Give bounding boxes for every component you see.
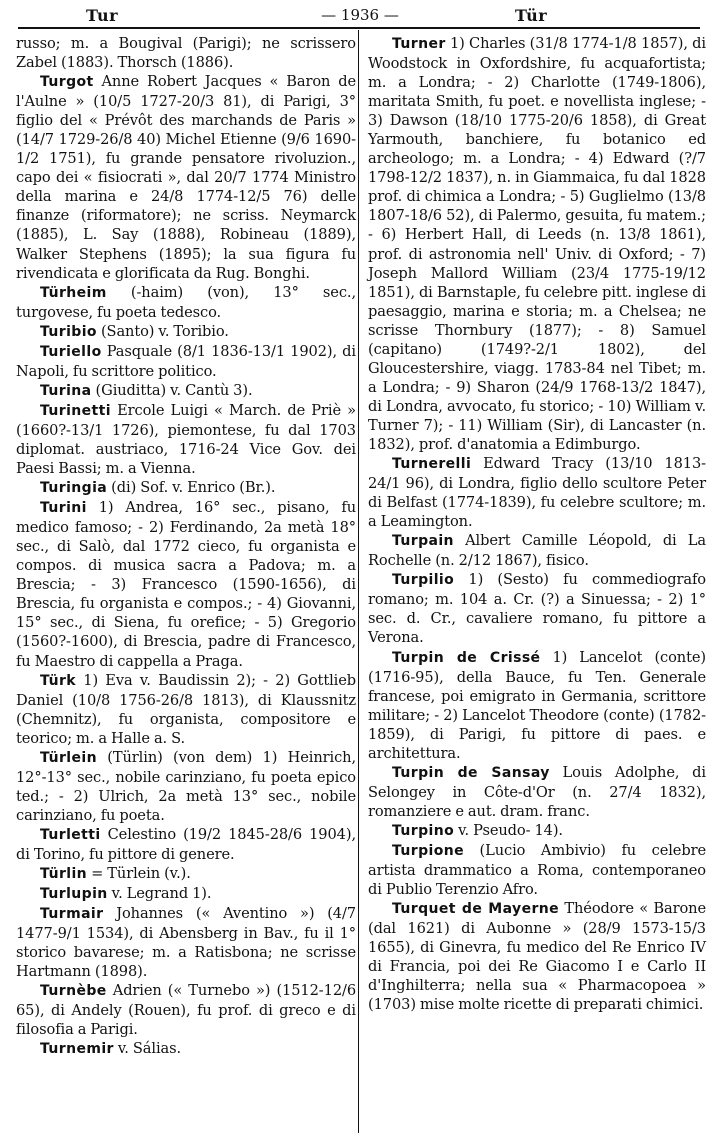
entry-headword: Turpain <box>392 533 454 550</box>
column-divider <box>358 30 359 1133</box>
entry-headword: Turner <box>392 36 446 52</box>
entry-headword: Türk <box>40 672 76 689</box>
entry-headword: Turibio <box>40 323 97 340</box>
entry-headword: Turnemir <box>40 1041 114 1058</box>
entry-headword: Türlin <box>40 866 88 883</box>
entry-text: Celestino (19/2 1845-28/6 1904), di Torino, fu pittore di genere. <box>16 825 356 863</box>
dictionary-entry <box>16 1039 356 1059</box>
dictionary-entry <box>368 34 706 454</box>
dictionary-entry <box>368 841 706 899</box>
entry-text: (Lucio Ambivio) fu celebre artista drammatico a Roma, contemporaneo di Publio Terenzio Afro. <box>368 841 706 899</box>
entry-headword: Turmair <box>40 906 104 923</box>
entry-text: russo; m. a Bougival (Parigi); ne scrissero Zabel (1883). Thorsch (1886). <box>16 35 356 72</box>
dictionary-entry <box>16 342 356 381</box>
entry-text: v. Sálias. <box>113 1040 182 1058</box>
entry-text: (di) Sof. v. Enrico (Br.). <box>107 479 276 497</box>
dictionary-entry <box>16 981 356 1039</box>
entry-text: Edward Tracy (13/10 1813-24/1 96), di Londra, figlio dello scultore Peter di Belfast (1774-1839), fu celebre scultore; m. a Leamington. <box>368 455 706 531</box>
dictionary-entry <box>368 821 706 841</box>
dictionary-entry <box>16 283 356 322</box>
entry-headword: Turpin de Crissé <box>392 649 541 666</box>
entry-text: Louis Adolphe, di Selongey in Côte-d'Or (n. 27/4 1832), romanziere e aut. dram. franc. <box>368 763 706 820</box>
entry-text: 1) Andrea, 16° sec., pisano, fu medico famoso; - 2) Ferdinando, 2a metà 18° sec., di Salò, dal 1772 cieco, fu organista e compos. di musica sacra a Padova; m. a Brescia; - 3) Francesco (1590-1656), di Brescia, fu organista e compos.; - 4) Giovanni, 15° sec., di Siena, fu orefice; - 5) Gregorio (1560?-1600), di Brescia, padre di Francesco, fu Maestro di cappella a Praga. <box>16 499 356 670</box>
dictionary-entry <box>16 904 356 981</box>
header-rule <box>18 27 700 29</box>
dictionary-entry <box>16 34 356 72</box>
dictionary-entry <box>16 748 356 825</box>
entry-text: Johannes (« Aventino ») (4/7 1477-9/1 1534), di Abensberg in Bav., fu il 1° storico bavarese; m. a Ratisbona; ne scrisse Hartmann (1898). <box>16 905 356 981</box>
entry-text: (Türlin) (von dem) 1) Heinrich, 12°-13° sec., nobile carinziano, fu poeta epico ted.; - 2) Ulrich, 2a metà 13° sec., nobile carinziano, fu poeta. <box>16 748 356 824</box>
right-column <box>368 34 706 1014</box>
entry-text: Théodore « Barone (dal 1621) di Aubonne » (28/9 1573-15/3 1655), di Ginevra, fu medico del Re Enrico IV di Francia, poi dei Re Giacomo I e Carlo II d'Inghilterra; nella sua « Pharmacopoea » (1703) mise molte ricette di preparati chimici. <box>368 900 706 1014</box>
entry-text: v. Legrand 1). <box>107 885 212 903</box>
entry-headword: Turnèbe <box>40 983 107 1000</box>
dictionary-entry <box>16 478 356 498</box>
dictionary-entry <box>16 825 356 864</box>
entry-headword: Turpione <box>392 842 464 859</box>
page-number: — 1936 — <box>321 6 399 24</box>
header-right-word: Tür <box>515 6 548 25</box>
entry-text: = Türlein (v.). <box>87 865 191 883</box>
entry-headword: Türlein <box>40 749 97 766</box>
entry-headword: Turiello <box>40 343 102 360</box>
entry-headword: Turini <box>40 500 87 517</box>
dictionary-entry <box>368 763 706 821</box>
dictionary-entry <box>368 899 706 1014</box>
entry-headword: Turlupin <box>40 886 108 903</box>
dictionary-entry <box>16 671 356 748</box>
dictionary-entry <box>368 648 706 763</box>
entry-text: (-haim) (von), 13° sec., turgovese, fu poeta tedesco. <box>16 283 356 321</box>
entry-text: Albert Camille Léopold, di La Rochelle (n. 2/12 1867), fisico. <box>368 532 706 570</box>
entry-text: 1) Eva v. Baudissin 2); - 2) Gottlieb Daniel (10/8 1756-26/8 1813), di Klaussnitz (Chemnitz), fu organista, compositore e teorico; m. a Halle a. S. <box>16 671 356 747</box>
dictionary-entry <box>16 884 356 904</box>
dictionary-entry <box>16 322 356 342</box>
entry-headword: Turpino <box>392 822 455 839</box>
entry-headword: Turingia <box>40 480 108 497</box>
entry-headword: Turpilio <box>392 572 455 589</box>
entry-headword: Turletti <box>40 826 101 843</box>
entry-text: Adrien (« Turnebo ») (1512-12/6 65), di Andely (Rouen), fu prof. di greco e di filosofia a Parigi. <box>16 982 356 1039</box>
dictionary-entry <box>16 381 356 401</box>
dictionary-entry <box>368 570 706 647</box>
entry-headword: Turquet de Mayerne <box>392 901 560 918</box>
entry-text: Pasquale (8/1 1836-13/1 1902), di Napoli, fu scrittore politico. <box>16 342 356 380</box>
entry-text: v. Pseudo- 14). <box>454 821 563 839</box>
entry-headword: Turinetti <box>40 402 111 419</box>
entry-text: (Giuditta) v. Cantù 3). <box>91 381 253 399</box>
left-column <box>16 34 356 1059</box>
dictionary-entry <box>16 864 356 884</box>
entry-headword: Turgot <box>40 74 94 91</box>
entry-headword: Turnerelli <box>392 456 472 473</box>
entry-text: Anne Robert Jacques « Baron de l'Aulne » (10/5 1727-20/3 81), di Parigi, 3° figlio del « Prévôt des marchands de Paris » (14/7 1729-26/8 40) Michel Etienne (9/6 1690-1/2 1751), fu grande pensatore rivoluzion., capo dei « fisiocrati », dal 20/7 1774 Ministro della marina e 24/8 1774-12/5 76) delle finanze (riformatore); ne scriss. Neymarck (1885), L. Say (1888), Robineau (1889), Walker Stephens (1895); la sua figura fu rivendicata e glorificata da Rug. Bonghi. <box>16 73 356 282</box>
entry-text: 1) Charles (31/8 1774-1/8 1857), di Woodstock in Oxfordshire, fu acquafortista; m. a Londra; - 2) Charlotte (1749-1806), maritata Smith, fu poet. e novellista inglese; - 3) Dawson (18/10 1775-20/6 1858), di Great Yarmouth, banchiere, fu botanico ed archeologo; m. a Londra; - 4) Edward (?/7 1798-12/2 1837), n. in Giammaica, fu dal 1828 prof. di chimica a Londra; - 5) Guglielmo (13/8 1807-18/6 52), di Palermo, gesuita, fu matem.; - 6) Herbert Hall, di Leeds (n. 13/8 1861), prof. di astronomia nell' Univ. di Oxford; - 7) Joseph Mallord William (23/4 1775-19/12 1851), di Barnstaple, fu celebre pitt. inglese di paesaggio, marina e storia; m. a Chelsea; ne scrisse Thornbury (1877); - 8) Samuel (capitano) (1749?-2/1 1802), del Gloucestershire, viagg. 1783-84 nel Tibet; m. a Londra; - 9) Sharon (24/9 1768-13/2 1847), di Londra, avvocato, fu storico; - 10) William v. Turner 7); - 11) William (Sir), di Lancaster (n. 1832), prof. d'anatomia a Edimburgo. <box>368 35 706 453</box>
dictionary-entry <box>368 454 706 531</box>
dictionary-entry <box>16 401 356 478</box>
entry-headword: Turina <box>40 382 92 399</box>
entry-text: Ercole Luigi « March. de Priè » (1660?-13/1 1726), piemontese, fu dal 1703 diplomat. austriaco, 1716-24 Vice Gov. dei Paesi Bassi; m. a Vienna. <box>16 401 356 478</box>
dictionary-entry <box>368 531 706 570</box>
dictionary-entry <box>16 72 356 283</box>
dictionary-entry <box>16 498 356 670</box>
entry-text: 1) Lancelot (conte) (1716-95), della Bauce, fu Ten. Generale francese, poi emigrato in Germania, scrittore militare; - 2) Lancelot Theodore (conte) (1782-1859), di Parigi, fu pittore di paes. e architettura. <box>368 648 707 762</box>
header-left-word: Tur <box>86 6 118 25</box>
entry-headword: Turpin de Sansay <box>392 764 550 781</box>
entry-headword: Türheim <box>40 284 107 301</box>
entry-text: (Santo) v. Toribio. <box>96 322 229 340</box>
entry-text: 1) (Sesto) fu commediografo romano; m. 104 a. Cr. (?) a Sinuessa; - 2) 1° sec. d. Cr., cavaliere romano, fu pittore a Verona. <box>368 571 706 647</box>
